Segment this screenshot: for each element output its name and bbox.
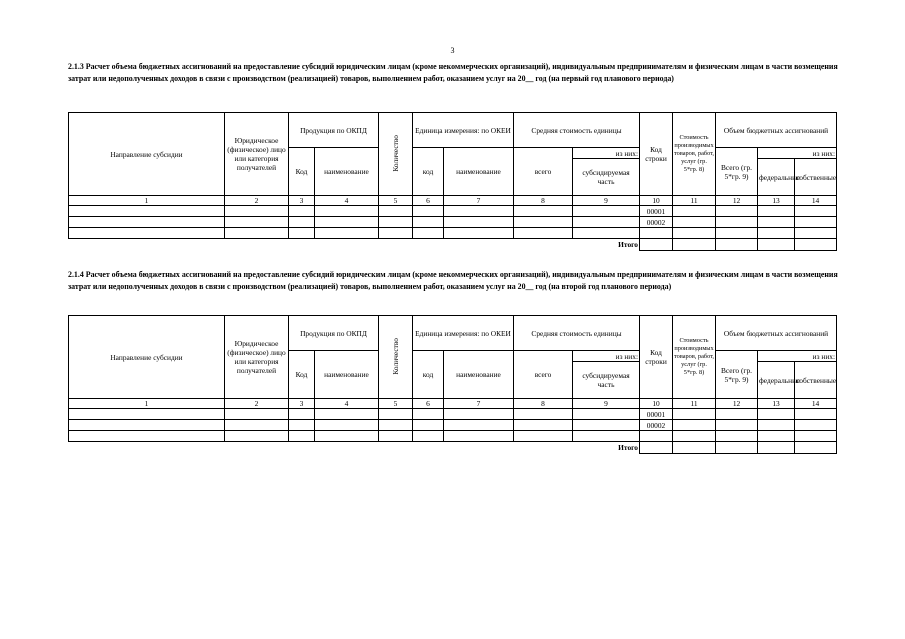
cell-product-code[interactable] — [289, 206, 315, 217]
cell-quantity[interactable] — [379, 431, 413, 442]
total-label: Итого — [69, 239, 640, 251]
total-federal[interactable] — [758, 442, 795, 454]
cell-row-code — [640, 431, 673, 442]
cell-recipient[interactable] — [225, 409, 289, 420]
cell-avg-total[interactable] — [514, 420, 573, 431]
cell-subsidized[interactable] — [573, 420, 640, 431]
header-subsidized: субсидируемая часть — [573, 159, 640, 196]
cell-subsidized[interactable] — [573, 228, 640, 239]
cell-direction[interactable] — [69, 431, 225, 442]
cell-quantity[interactable] — [379, 409, 413, 420]
cell-vol-total[interactable] — [716, 217, 758, 228]
cell-unit-name[interactable] — [444, 228, 514, 239]
header-avg-total: всего — [514, 148, 573, 196]
header-vol-of-which: из них: — [758, 148, 837, 159]
cell-recipient[interactable] — [225, 431, 289, 442]
total-cost[interactable] — [673, 442, 716, 454]
table-row — [69, 409, 837, 420]
total-row — [69, 442, 837, 454]
cell-vol-total[interactable] — [716, 420, 758, 431]
table-row — [69, 420, 837, 431]
cell-federal[interactable] — [758, 228, 795, 239]
cell-subsidized[interactable] — [573, 409, 640, 420]
cell-product-name[interactable] — [315, 420, 379, 431]
cell-recipient[interactable] — [225, 206, 289, 217]
cell-quantity[interactable] — [379, 228, 413, 239]
column-number: 5 — [379, 196, 413, 206]
total-vol-total[interactable] — [716, 239, 758, 251]
header-of-which: из них: — [573, 148, 640, 159]
cell-vol-total[interactable] — [716, 206, 758, 217]
total-own[interactable] — [795, 442, 837, 454]
column-number: 8 — [514, 399, 573, 409]
budget-table-2-1-4 — [68, 315, 837, 454]
column-number: 4 — [315, 196, 379, 206]
cell-federal[interactable] — [758, 420, 795, 431]
column-numbers-row — [69, 196, 837, 206]
column-number: 1 — [69, 196, 225, 206]
cell-unit-code[interactable] — [413, 420, 444, 431]
column-number: 8 — [514, 196, 573, 206]
header-avg-cost: Средняя стоимость единицы — [514, 113, 640, 148]
section-title-2-1-3: 2.1.3 Расчет объема бюджетных ассигнований на предоставление субсидий юридическим лицам (кроме некоммерческих организаций), индивидуальным предпринимателям и физическим лицам в части возмещения затрат или недополученных доходов в связи с производством (реализацией) товаров, выполнением работ, оказанием услуг на 20__ год (на первый год планового периода) — [68, 62, 838, 83]
column-number: 7 — [444, 196, 514, 206]
header-own: собственные — [795, 362, 837, 399]
cell-product-name[interactable] — [315, 228, 379, 239]
cell-product-name[interactable] — [315, 206, 379, 217]
cell-product-code[interactable] — [289, 420, 315, 431]
cell-cost[interactable] — [673, 431, 716, 442]
cell-direction[interactable] — [69, 409, 225, 420]
table-row — [69, 228, 837, 239]
table-row — [69, 206, 837, 217]
header-own: собственные — [795, 159, 837, 196]
column-number: 1 — [69, 399, 225, 409]
header-unit-name: наименование — [444, 148, 514, 196]
cell-avg-total[interactable] — [514, 217, 573, 228]
cell-avg-total[interactable] — [514, 409, 573, 420]
cell-unit-name[interactable] — [444, 217, 514, 228]
cell-product-code[interactable] — [289, 409, 315, 420]
cell-subsidized[interactable] — [573, 206, 640, 217]
header-subsidized: субсидируемая часть — [573, 362, 640, 399]
column-number: 4 — [315, 399, 379, 409]
column-number: 13 — [758, 196, 795, 206]
header-direction: Направление субсидии — [69, 316, 225, 399]
column-number: 2 — [225, 399, 289, 409]
cell-row-code: 00002 — [640, 420, 673, 431]
cell-product-code[interactable] — [289, 228, 315, 239]
cell-own[interactable] — [795, 228, 837, 239]
cell-unit-code[interactable] — [413, 217, 444, 228]
cell-unit-code[interactable] — [413, 228, 444, 239]
cell-unit-name[interactable] — [444, 409, 514, 420]
cell-federal[interactable] — [758, 431, 795, 442]
total-own[interactable] — [795, 239, 837, 251]
page-number: 3 — [450, 46, 455, 55]
cell-row-code: 00002 — [640, 217, 673, 228]
cell-row-code — [640, 228, 673, 239]
header-product-name: наименование — [315, 351, 379, 399]
header-unit-code: код — [413, 351, 444, 399]
header-federal: федеральные — [758, 159, 795, 196]
column-number: 6 — [413, 399, 444, 409]
column-number: 13 — [758, 399, 795, 409]
column-number: 12 — [716, 196, 758, 206]
column-number: 11 — [673, 399, 716, 409]
cell-product-name[interactable] — [315, 431, 379, 442]
header-volume: Объем бюджетных ассигнований — [716, 316, 837, 351]
cell-unit-code[interactable] — [413, 409, 444, 420]
header-avg-cost: Средняя стоимость единицы — [514, 316, 640, 351]
column-number: 10 — [640, 399, 673, 409]
column-number: 3 — [289, 399, 315, 409]
header-cost: Стоимость производимых товаров, работ, услуг (гр. 5*гр. 8) — [673, 113, 716, 196]
cell-row-code: 00001 — [640, 409, 673, 420]
column-number: 12 — [716, 399, 758, 409]
total-label: Итого — [69, 442, 640, 454]
header-row-code: Код строки — [640, 316, 673, 399]
cell-direction[interactable] — [69, 206, 225, 217]
header-product-code: Код — [289, 351, 315, 399]
cell-quantity[interactable] — [379, 206, 413, 217]
header-unit: Единица измерения: по ОКЕИ — [413, 113, 514, 148]
column-number: 9 — [573, 196, 640, 206]
cell-row-code: 00001 — [640, 206, 673, 217]
total-row-code — [640, 239, 673, 251]
cell-quantity[interactable] — [379, 420, 413, 431]
cell-vol-total[interactable] — [716, 409, 758, 420]
cell-unit-code[interactable] — [413, 431, 444, 442]
cell-product-code[interactable] — [289, 431, 315, 442]
cell-own[interactable] — [795, 431, 837, 442]
total-vol-total[interactable] — [716, 442, 758, 454]
total-row-code — [640, 442, 673, 454]
header-vol-total: Всего (гр. 5*гр. 9) — [716, 351, 758, 399]
header-product: Продукция по ОКПД — [289, 316, 379, 351]
cell-vol-total[interactable] — [716, 431, 758, 442]
header-unit: Единица измерения: по ОКЕИ — [413, 316, 514, 351]
cell-direction[interactable] — [69, 228, 225, 239]
header-product: Продукция по ОКПД — [289, 113, 379, 148]
cell-product-name[interactable] — [315, 217, 379, 228]
cell-avg-total[interactable] — [514, 431, 573, 442]
table-row — [69, 217, 837, 228]
column-number: 6 — [413, 196, 444, 206]
cell-unit-name[interactable] — [444, 431, 514, 442]
cell-unit-name[interactable] — [444, 206, 514, 217]
cell-recipient[interactable] — [225, 420, 289, 431]
column-number: 11 — [673, 196, 716, 206]
header-direction: Направление субсидии — [69, 113, 225, 196]
table-row — [69, 431, 837, 442]
header-vol-of-which: из них: — [758, 351, 837, 362]
cell-federal[interactable] — [758, 206, 795, 217]
header-row-code: Код строки — [640, 113, 673, 196]
cell-product-code[interactable] — [289, 217, 315, 228]
cell-avg-total[interactable] — [514, 228, 573, 239]
cell-quantity[interactable] — [379, 217, 413, 228]
cell-cost[interactable] — [673, 206, 716, 217]
header-vol-total: Всего (гр. 5*гр. 9) — [716, 148, 758, 196]
cell-subsidized[interactable] — [573, 431, 640, 442]
cell-cost[interactable] — [673, 420, 716, 431]
cell-cost[interactable] — [673, 409, 716, 420]
column-number: 7 — [444, 399, 514, 409]
total-federal[interactable] — [758, 239, 795, 251]
cell-federal[interactable] — [758, 217, 795, 228]
cell-own[interactable] — [795, 217, 837, 228]
column-number: 9 — [573, 399, 640, 409]
header-quantity: Количество — [379, 113, 413, 196]
budget-table-2-1-3 — [68, 112, 837, 251]
column-number: 14 — [795, 399, 837, 409]
cell-unit-code[interactable] — [413, 206, 444, 217]
header-recipient: Юридическое (физическое) лицо или категория получателей — [225, 316, 289, 399]
cell-avg-total[interactable] — [514, 206, 573, 217]
cell-recipient[interactable] — [225, 217, 289, 228]
header-federal: федеральные — [758, 362, 795, 399]
column-number: 3 — [289, 196, 315, 206]
cell-cost[interactable] — [673, 217, 716, 228]
cell-product-name[interactable] — [315, 409, 379, 420]
header-volume: Объем бюджетных ассигнований — [716, 113, 837, 148]
header-product-code: Код — [289, 148, 315, 196]
cell-own[interactable] — [795, 206, 837, 217]
column-number: 10 — [640, 196, 673, 206]
cell-recipient[interactable] — [225, 228, 289, 239]
header-product-name: наименование — [315, 148, 379, 196]
cell-own[interactable] — [795, 420, 837, 431]
cell-vol-total[interactable] — [716, 228, 758, 239]
column-number: 14 — [795, 196, 837, 206]
header-unit-code: код — [413, 148, 444, 196]
cell-direction[interactable] — [69, 420, 225, 431]
cell-subsidized[interactable] — [573, 217, 640, 228]
column-number: 2 — [225, 196, 289, 206]
cell-unit-name[interactable] — [444, 420, 514, 431]
header-avg-total: всего — [514, 351, 573, 399]
cell-federal[interactable] — [758, 409, 795, 420]
total-cost[interactable] — [673, 239, 716, 251]
header-cost: Стоимость производимых товаров, работ, услуг (гр. 5*гр. 8) — [673, 316, 716, 399]
section-title-2-1-4: 2.1.4 Расчет объема бюджетных ассигнований на предоставление субсидий юридическим лицам (кроме некоммерческих организаций), индивидуальным предпринимателям и физическим лицам в части возмещения затрат или недополученных доходов в связи с производством (реализацией) товаров, выполнением работ, оказанием услуг на 20__ год (на второй год планового периода) — [68, 270, 838, 291]
column-numbers-row — [69, 399, 837, 409]
header-unit-name: наименование — [444, 351, 514, 399]
cell-own[interactable] — [795, 409, 837, 420]
header-quantity: Количество — [379, 316, 413, 399]
cell-direction[interactable] — [69, 217, 225, 228]
column-number: 5 — [379, 399, 413, 409]
header-recipient: Юридическое (физическое) лицо или категория получателей — [225, 113, 289, 196]
header-of-which: из них: — [573, 351, 640, 362]
cell-cost[interactable] — [673, 228, 716, 239]
total-row — [69, 239, 837, 251]
